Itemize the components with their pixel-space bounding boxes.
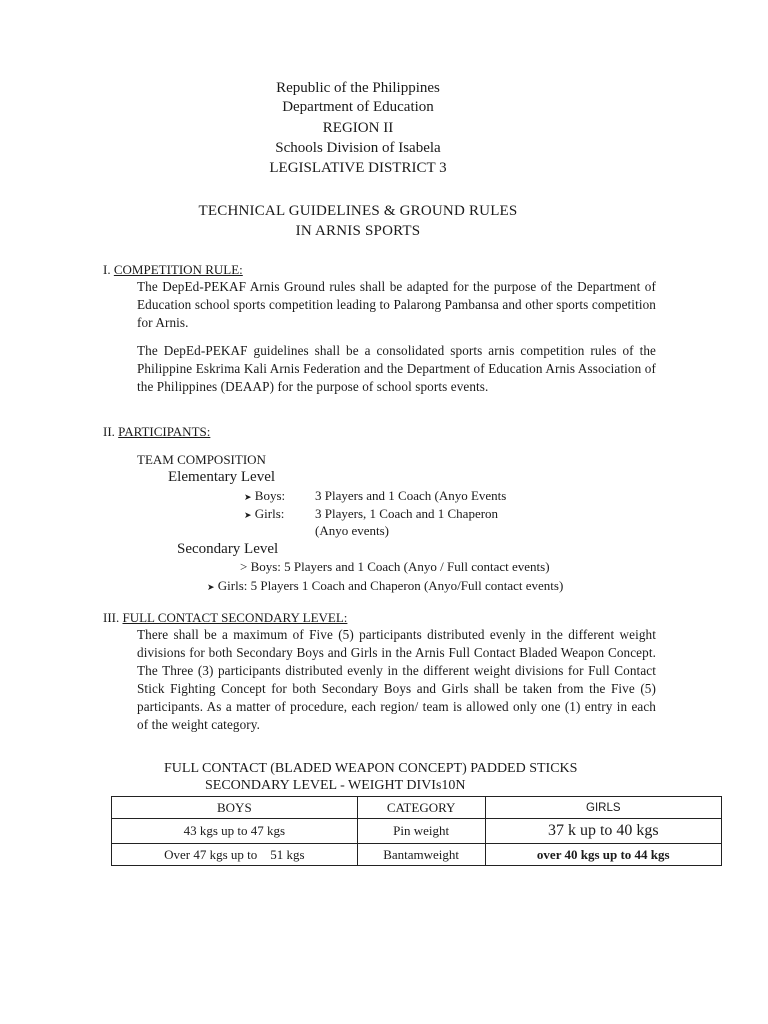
section-number: III.: [103, 610, 123, 625]
header-boys: BOYS: [112, 797, 358, 819]
girls-label-text: Girls:: [254, 506, 285, 521]
team-composition-label: TEAM COMPOSITION: [137, 452, 266, 467]
elementary-girls-value: 3 Players, 1 Coach and 1 Chaperon: [315, 506, 499, 521]
row1-girls: 37 k up to 40 kgs: [485, 819, 721, 844]
section-heading: PARTICIPANTS:: [118, 424, 211, 439]
header-department: Department of Education: [282, 99, 434, 115]
elementary-boys-label: [244, 488, 285, 504]
table-title-line1: FULL CONTACT (BLADED WEAPON CONCEPT) PADDED STICKS: [164, 761, 578, 776]
row2-category: Bantamweight: [357, 844, 485, 866]
table-header-row: [112, 797, 722, 819]
elementary-girls-value-cont: (Anyo events): [315, 523, 390, 538]
full-contact-paragraph: There shall be a maximum of Five (5) participants distributed evenly in the different weight divisions for both Secondary Boys and Girls in the Arnis Full Contact Bladed Weapon Concept. The Three (3) participants distributed evenly in the different weight divisions for Full Contact Stick Fighting Concept for both Secondary Boys and Girls shall be taken from the Five (5) participants. As a matter of procedure, each region/ team is allowed only one (1) entry in each of the weight category.: [137, 627, 656, 732]
arrow-bullet-icon: ➤: [244, 492, 252, 502]
arrow-bullet-icon: ➤: [244, 510, 252, 520]
secondary-level-label: Secondary Level: [177, 541, 279, 557]
row1-boys: 43 kgs up to 47 kgs: [112, 819, 358, 844]
table-row: [112, 819, 722, 844]
section-heading: COMPETITION RULE:: [113, 262, 243, 277]
table-title-line2: SECONDARY LEVEL - WEIGHT DIVIs10N: [205, 778, 466, 793]
competition-rule-paragraph-1: The DepEd-PEKAF Arnis Ground rules shall be adapted for the purpose of the Department of Education school sports competition leading to Palarong Pambansa and other sports competition for Arnis.: [137, 279, 656, 330]
header-girls: GIRLS: [485, 797, 721, 819]
row2-girls: over 40 kgs up to 44 kgs: [485, 844, 721, 866]
section-heading: FULL CONTACT SECONDARY LEVEL:: [122, 610, 348, 625]
section-competition-rule-heading: [103, 262, 243, 278]
header-category: CATEGORY: [357, 797, 485, 819]
elementary-girls-label: [244, 506, 284, 522]
section-number: II.: [103, 424, 119, 439]
weight-division-table: [111, 796, 722, 866]
header-division: Schools Division of Isabela: [275, 140, 441, 156]
document-title-line2: IN ARNIS SPORTS: [295, 223, 421, 239]
secondary-girls-line: [207, 578, 563, 594]
document-title-line1: TECHNICAL GUIDELINES & GROUND RULES: [198, 203, 518, 219]
section-number: I.: [103, 262, 114, 277]
row1-category: Pin weight: [357, 819, 485, 844]
arrow-bullet-icon: ➤: [207, 582, 215, 592]
row2-boys: Over 47 kgs up to 51 kgs: [112, 844, 358, 866]
competition-rule-paragraph-2: The DepEd-PEKAF guidelines shall be a consolidated sports arnis competition rules of the Philippine Eskrima Kali Arnis Federation and the Department of Education Arnis Association of the Philippines (DEAAP) for the purpose of school sports events.: [137, 343, 656, 394]
elementary-level-label: Elementary Level: [168, 469, 276, 485]
boys-label-text: Boys:: [254, 488, 286, 503]
header-region: REGION II: [322, 120, 394, 136]
secondary-boys-line: > Boys: 5 Players and 1 Coach (Anyo / Full contact events): [240, 559, 550, 574]
elementary-boys-value: 3 Players and 1 Coach (Anyo Events: [315, 488, 507, 503]
girls-line-text: Girls: 5 Players 1 Coach and Chaperon (Anyo/Full contact events): [217, 578, 564, 593]
header-republic: Republic of the Philippines: [276, 80, 440, 96]
header-district: LEGISLATIVE DISTRICT 3: [269, 160, 447, 176]
section-participants-heading: [103, 424, 210, 440]
table-row: [112, 844, 722, 866]
section-full-contact-heading: [103, 610, 347, 626]
